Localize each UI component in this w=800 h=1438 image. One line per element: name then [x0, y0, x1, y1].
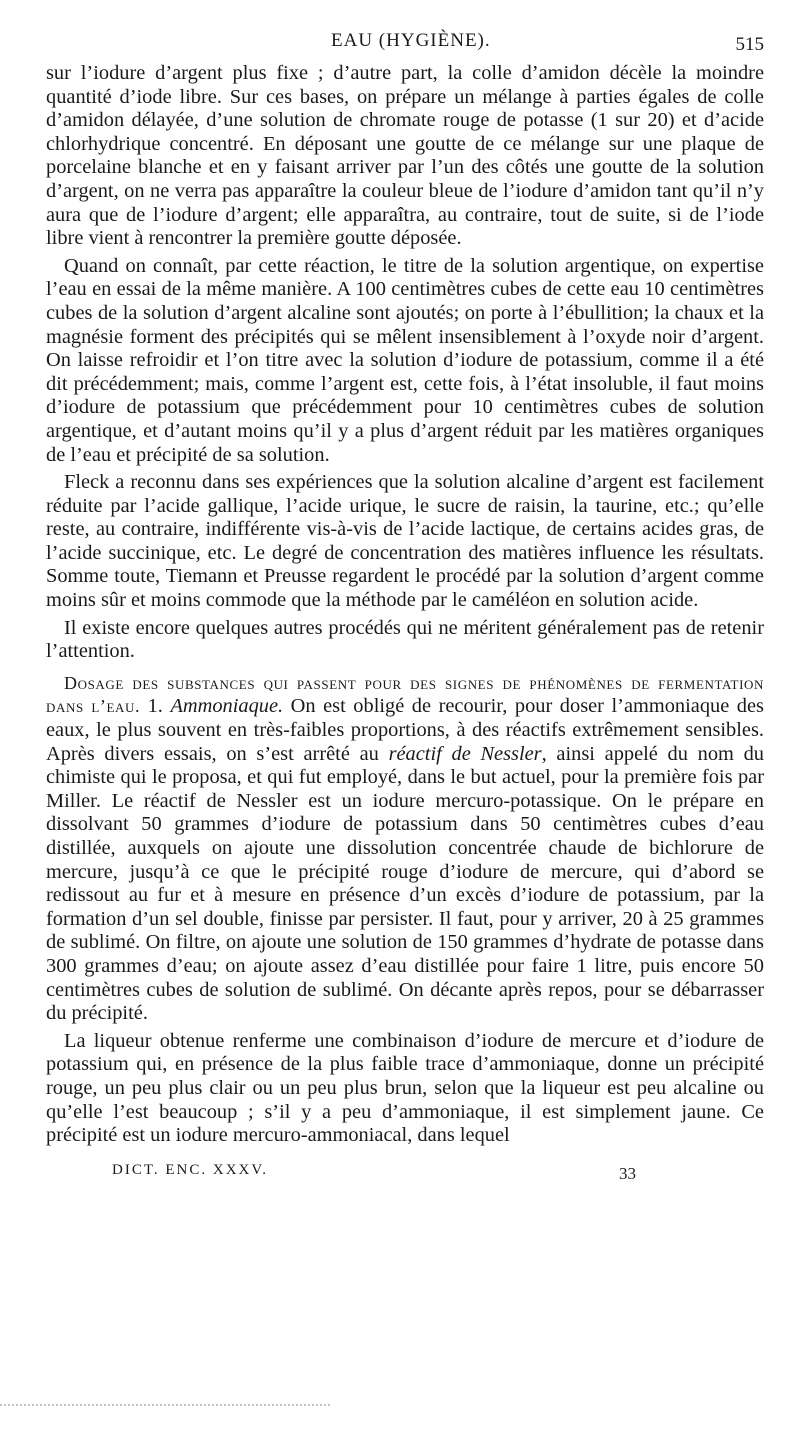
page-number: 515	[735, 34, 764, 55]
paragraph-continuation: sur l’iodure d’argent plus fixe ; d’autre part, la colle d’amidon décèle la moindre quantité d’iode libre. Sur ces bases, on prépare un mélange à parties égales de colle d’amidon délayée, d’une solution de chromate rouge de potasse (1 sur 20) et d’acide chlorhydrique concentré. En déposant une goutte de ce mélange sur une plaque de porcelaine blanche et en y faisant arriver par l’un des côtés une goutte de la solution d’argent, on ne verra pas apparaître la couleur bleue de l’iodure d’amidon tant qu’il n’y aura que de l’iodure d’argent; elle apparaîtra, au contraire, tout de suite, si de l’iode libre vient à rencontrer la première goutte déposée.	[46, 62, 764, 250]
scan-artifact-divider	[0, 1404, 330, 1408]
paragraph-fleck: Fleck a reconnu dans ses expériences que la solution alcaline d’argent est facilement réduite par l’acide gallique, l’acide urique, le sucre de raisin, la taurine, etc.; qu’elle reste, au contraire, indifférente vis-à-vis de l’acide lactique, de certains acides gras, de l’acide succinique, etc. Le degré de concentration des matières influence les résultats. Somme toute, Tiemann et Preusse regardent le procédé par la solution d’argent comme moins sûr et moins commode que la méthode par le caméléon en solution acide.	[46, 471, 764, 612]
document-page	[46, 26, 764, 1192]
section-text-a: On est obligé de recourir, pour doser l’ammoniaque des eaux, le plus souvent en très-faibles proportions, à des réactifs extrêmement sensibles. Après divers essais, on s’est arrêté au	[46, 695, 764, 765]
section-subject: Ammoniaque.	[170, 695, 284, 718]
running-title: EAU (HYGIÈNE).	[331, 30, 491, 51]
sheet-number: 33	[619, 1163, 636, 1183]
paragraph-liqueur: La liqueur obtenue renferme une combinaison d’iodure de mercure et d’iodure de potassium qui, en présence de la plus faible trace d’ammoniaque, donne un précipité rouge, un peu plus clair ou un peu plus brun, selon que la liqueur est peu alcaline ou qu’elle l’est beaucoup ; s’il y a peu d’ammoniaque, il est simplement jaune. Ce précipité est un iodure mercuro-ammoniacal, dans lequel	[46, 1029, 764, 1147]
page-footer	[46, 1162, 764, 1192]
section-text-b: , ainsi appelé du nom du chimiste qui le proposa, et qui fut employé, dans le but actuel, pour la première fois par Miller. Le réactif de Nessler est un iodure mercuro-potassique. On le prépare en dissolvant 50 grammes d’iodure de potassium dans 50 centimètres cubes d’eau distillée, auxquels on ajoute une dissolution concentrée chaude de bichlorure de mercure, jusqu’à ce que le précipité rouge d’iodure de mercure, qui d’abord se redissout au fur et à mesure en présence d’un excès d’iodure de potassium, par la formation d’un sel double, finisse par persister. Il faut, pour y arriver, 20 à 25 grammes de sublimé. On filtre, on ajoute une solution de 150 grammes d’hydrate de potasse dans 300 grammes d’eau; on ajoute assez d’eau distillée pour faire 1 litre, puis encore 50 centimètres cubes de solution de sublimé. On décante après repos, pour se débarrasser du précipité.	[46, 742, 765, 1025]
page-header	[46, 26, 764, 62]
paragraph-other-methods: Il existe encore quelques autres procédés qui ne méritent généralement pas de retenir l’attention.	[46, 616, 764, 663]
section-heading: Dosage des substances qui passent pour des signes de phénomènes de fermentation dans l’eau.	[46, 672, 764, 717]
signature-mark: DICT. ENC. XXXV.	[112, 1161, 269, 1178]
paragraph-ammonia-section	[46, 672, 764, 1026]
paragraph-titration: Quand on connaît, par cette réaction, le titre de la solution argentique, on expertise l’eau en essai de la même manière. A 100 centimètres cubes de cette eau 10 centimètres cubes de la solution d’argent alcaline sont ajoutés; on porte à l’ébullition; la chaux et la magnésie forment des précipités qui se mêlent insensiblement à l’oxyde noir d’argent. On laisse refroidir et l’on titre avec la solution d’iodure de potassium, comme il a été dit précédemment; mais, comme l’argent est, cette fois, à l’état insoluble, il faut moins d’iodure de potassium que précédemment pour 10 centimètres cubes de solution argentique, et d’autant moins qu’il y a plus d’argent réduit par les matières organiques de l’eau et précipité de sa solution.	[46, 254, 764, 466]
reagent-name: réactif de Nessler	[388, 742, 542, 765]
section-number: 1.	[140, 695, 171, 718]
body-text	[46, 62, 764, 1148]
